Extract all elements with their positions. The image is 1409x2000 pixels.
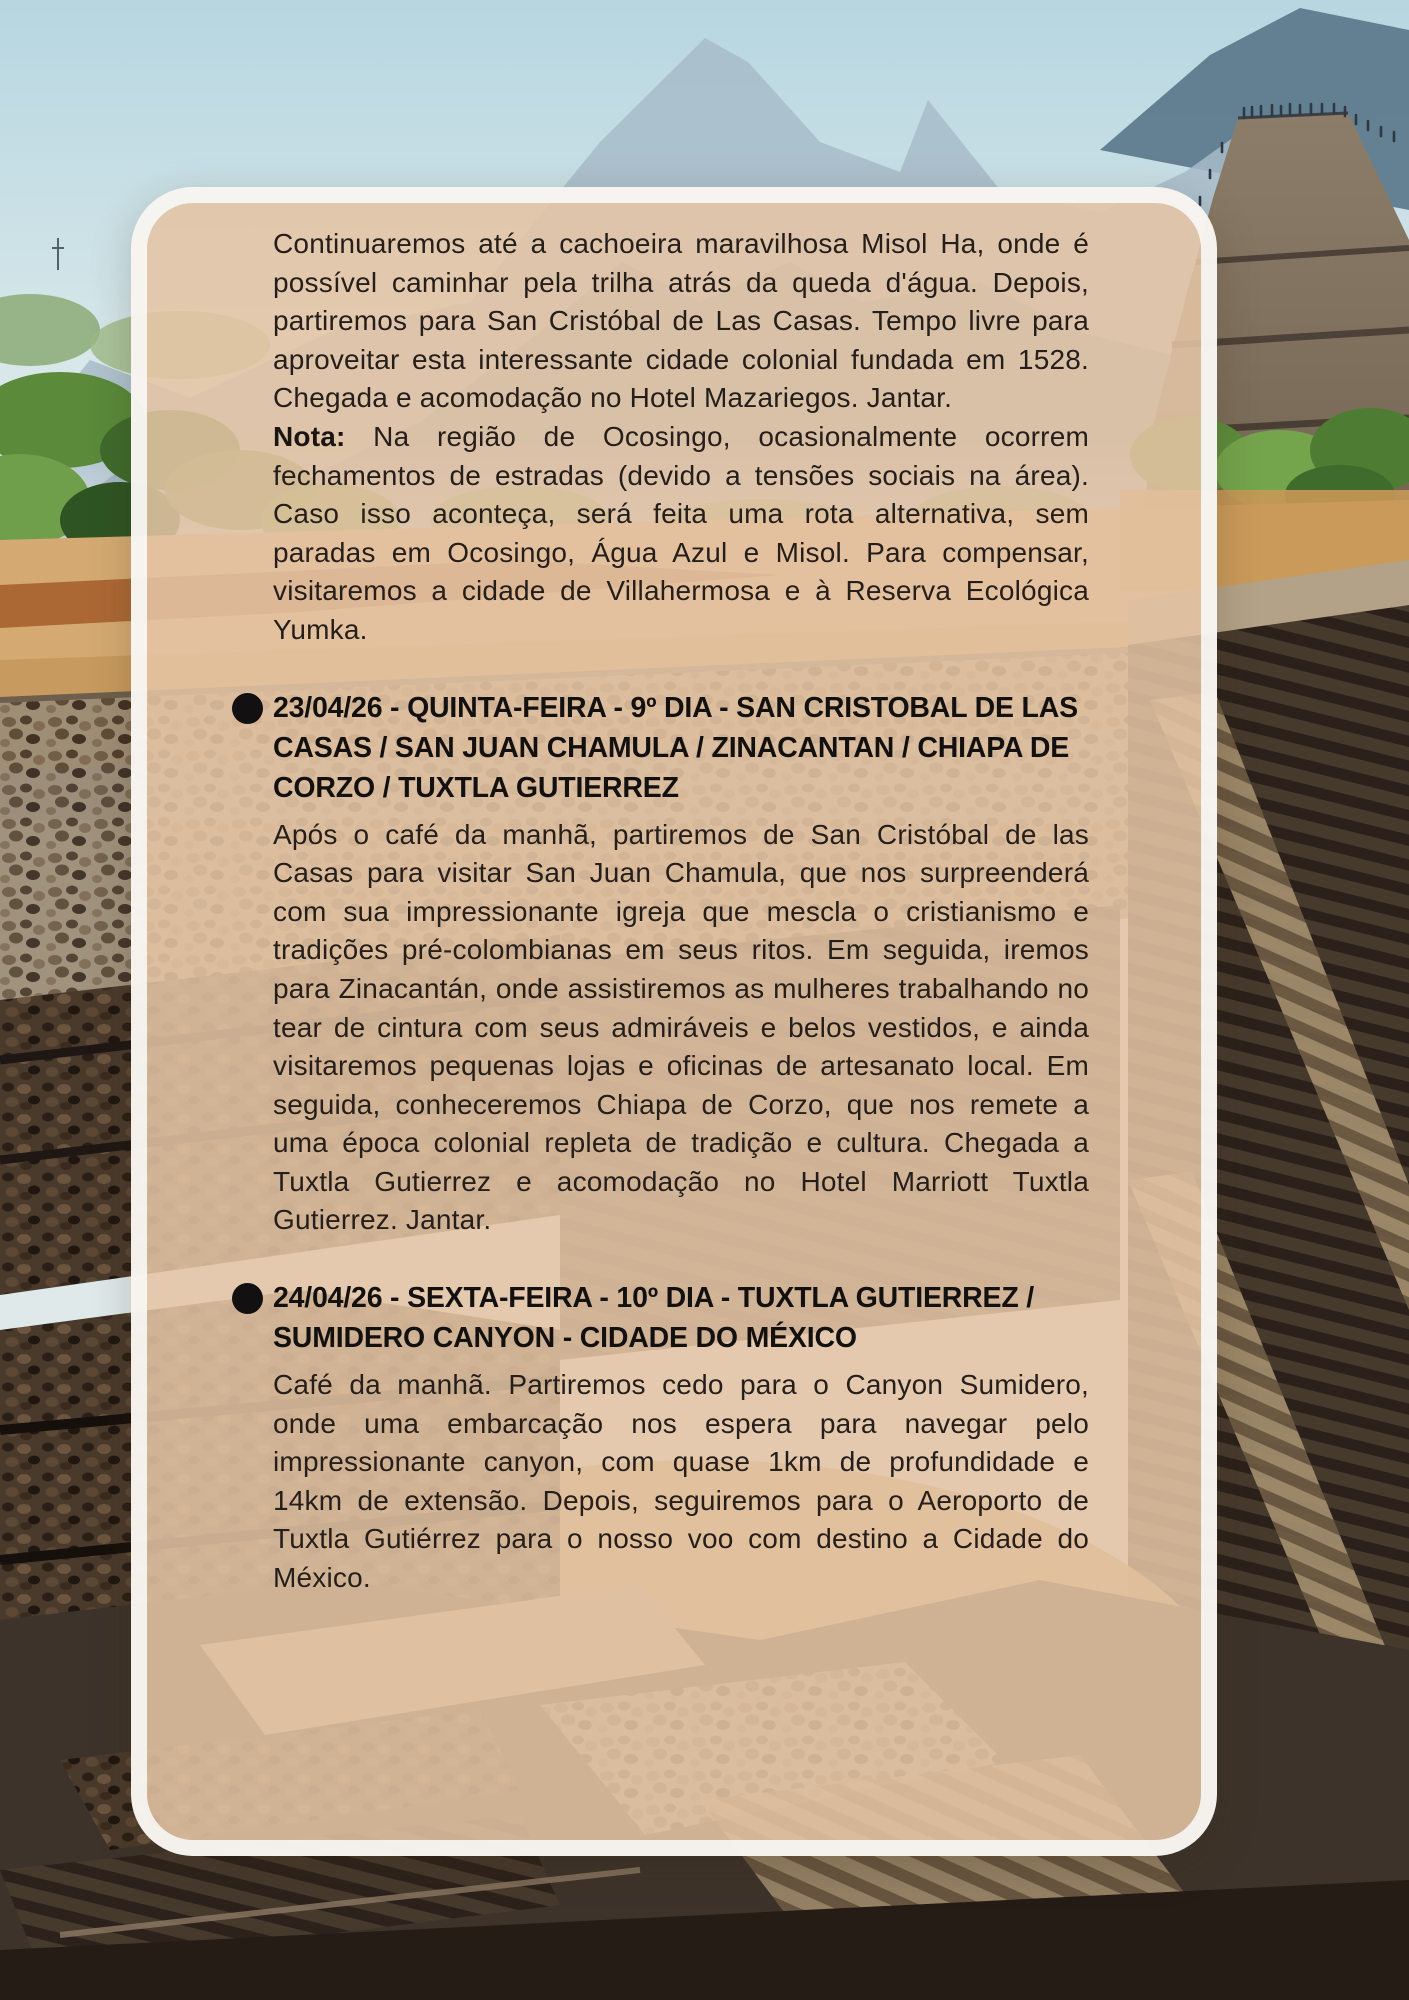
- intro-paragraph: [273, 225, 1089, 418]
- section-heading-text: 23/04/26 - QUINTA-FEIRA - 9º DIA - SAN CRISTOBAL DE LAS CASAS / SAN JUAN CHAMULA / ZINACANTAN / CHIAPA DE CORZO / TUXTLA GUTIERREZ: [273, 691, 1078, 804]
- note-text: Na região de Ocosingo, ocasionalmente ocorrem fechamentos de estradas (devido a tensões sociais na área). Caso isso aconteça, será feita uma rota alternativa, sem paradas em Ocosingo, Água Azul e Misol. Para compensar, visitaremos a cidade de Villahermosa e à Reserva Ecológica Yumka.: [273, 420, 1089, 645]
- note-label: Nota:: [273, 420, 346, 452]
- section-body-day-10: Café da manhã. Partiremos cedo para o Canyon Sumidero, onde uma embarcação nos espera para navegar pelo impressionante canyon, com quase 1km de profundidade e 14km de extensão. Depois, seguiremos para o Aeroporto de Tuxtla Gutiérrez para o nosso voo com destino a Cidade do México.: [273, 1369, 1089, 1594]
- section-heading-day-9: [232, 688, 1089, 808]
- bullet-icon: [232, 693, 263, 724]
- itinerary-card-content: [147, 203, 1201, 1840]
- intro-paragraph-text: Continuaremos até a cachoeira maravilhosa Misol Ha, onde é possível caminhar pela trilha atrás da queda d'água. Depois, partiremos para San Cristóbal de Las Casas. Tempo livre para aproveitar esta interessante cidade colonial fundada em 1528. Chegada e acomodação no Hotel Mazariegos. Jantar.: [273, 228, 1089, 414]
- bullet-icon: [232, 1283, 263, 1314]
- section-heading-day-10: [232, 1278, 1089, 1358]
- note-paragraph: [273, 418, 1089, 650]
- itinerary-section-day-9: [273, 688, 1089, 1241]
- itinerary-card: [131, 187, 1217, 1856]
- section-body-day-9: Após o café da manhã, partiremos de San Cristóbal de las Casas para visitar San Juan Chamula, que nos surpreenderá com sua impressionante igreja que mescla o cristianismo e tradições pré-colombianas em seus ritos. Em seguida, iremos para Zinacantán, onde assistiremos as mulheres trabalhando no tear de cintura com seus admiráveis e belos vestidos, e ainda visitaremos pequenas lojas e oficinas de artesanato local. Em seguida, conheceremos Chiapa de Corzo, que nos remete a uma época colonial repleta de tradição e cultura. Chegada a Tuxtla Gutierrez e acomodação no Hotel Marriott Tuxtla Gutierrez. Jantar.: [273, 818, 1089, 1236]
- section-heading-text: 24/04/26 - SEXTA-FEIRA - 10º DIA - TUXTLA GUTIERREZ / SUMIDERO CANYON - CIDADE DO MÉXICO: [273, 1282, 1034, 1355]
- itinerary-section-day-10: [273, 1278, 1089, 1598]
